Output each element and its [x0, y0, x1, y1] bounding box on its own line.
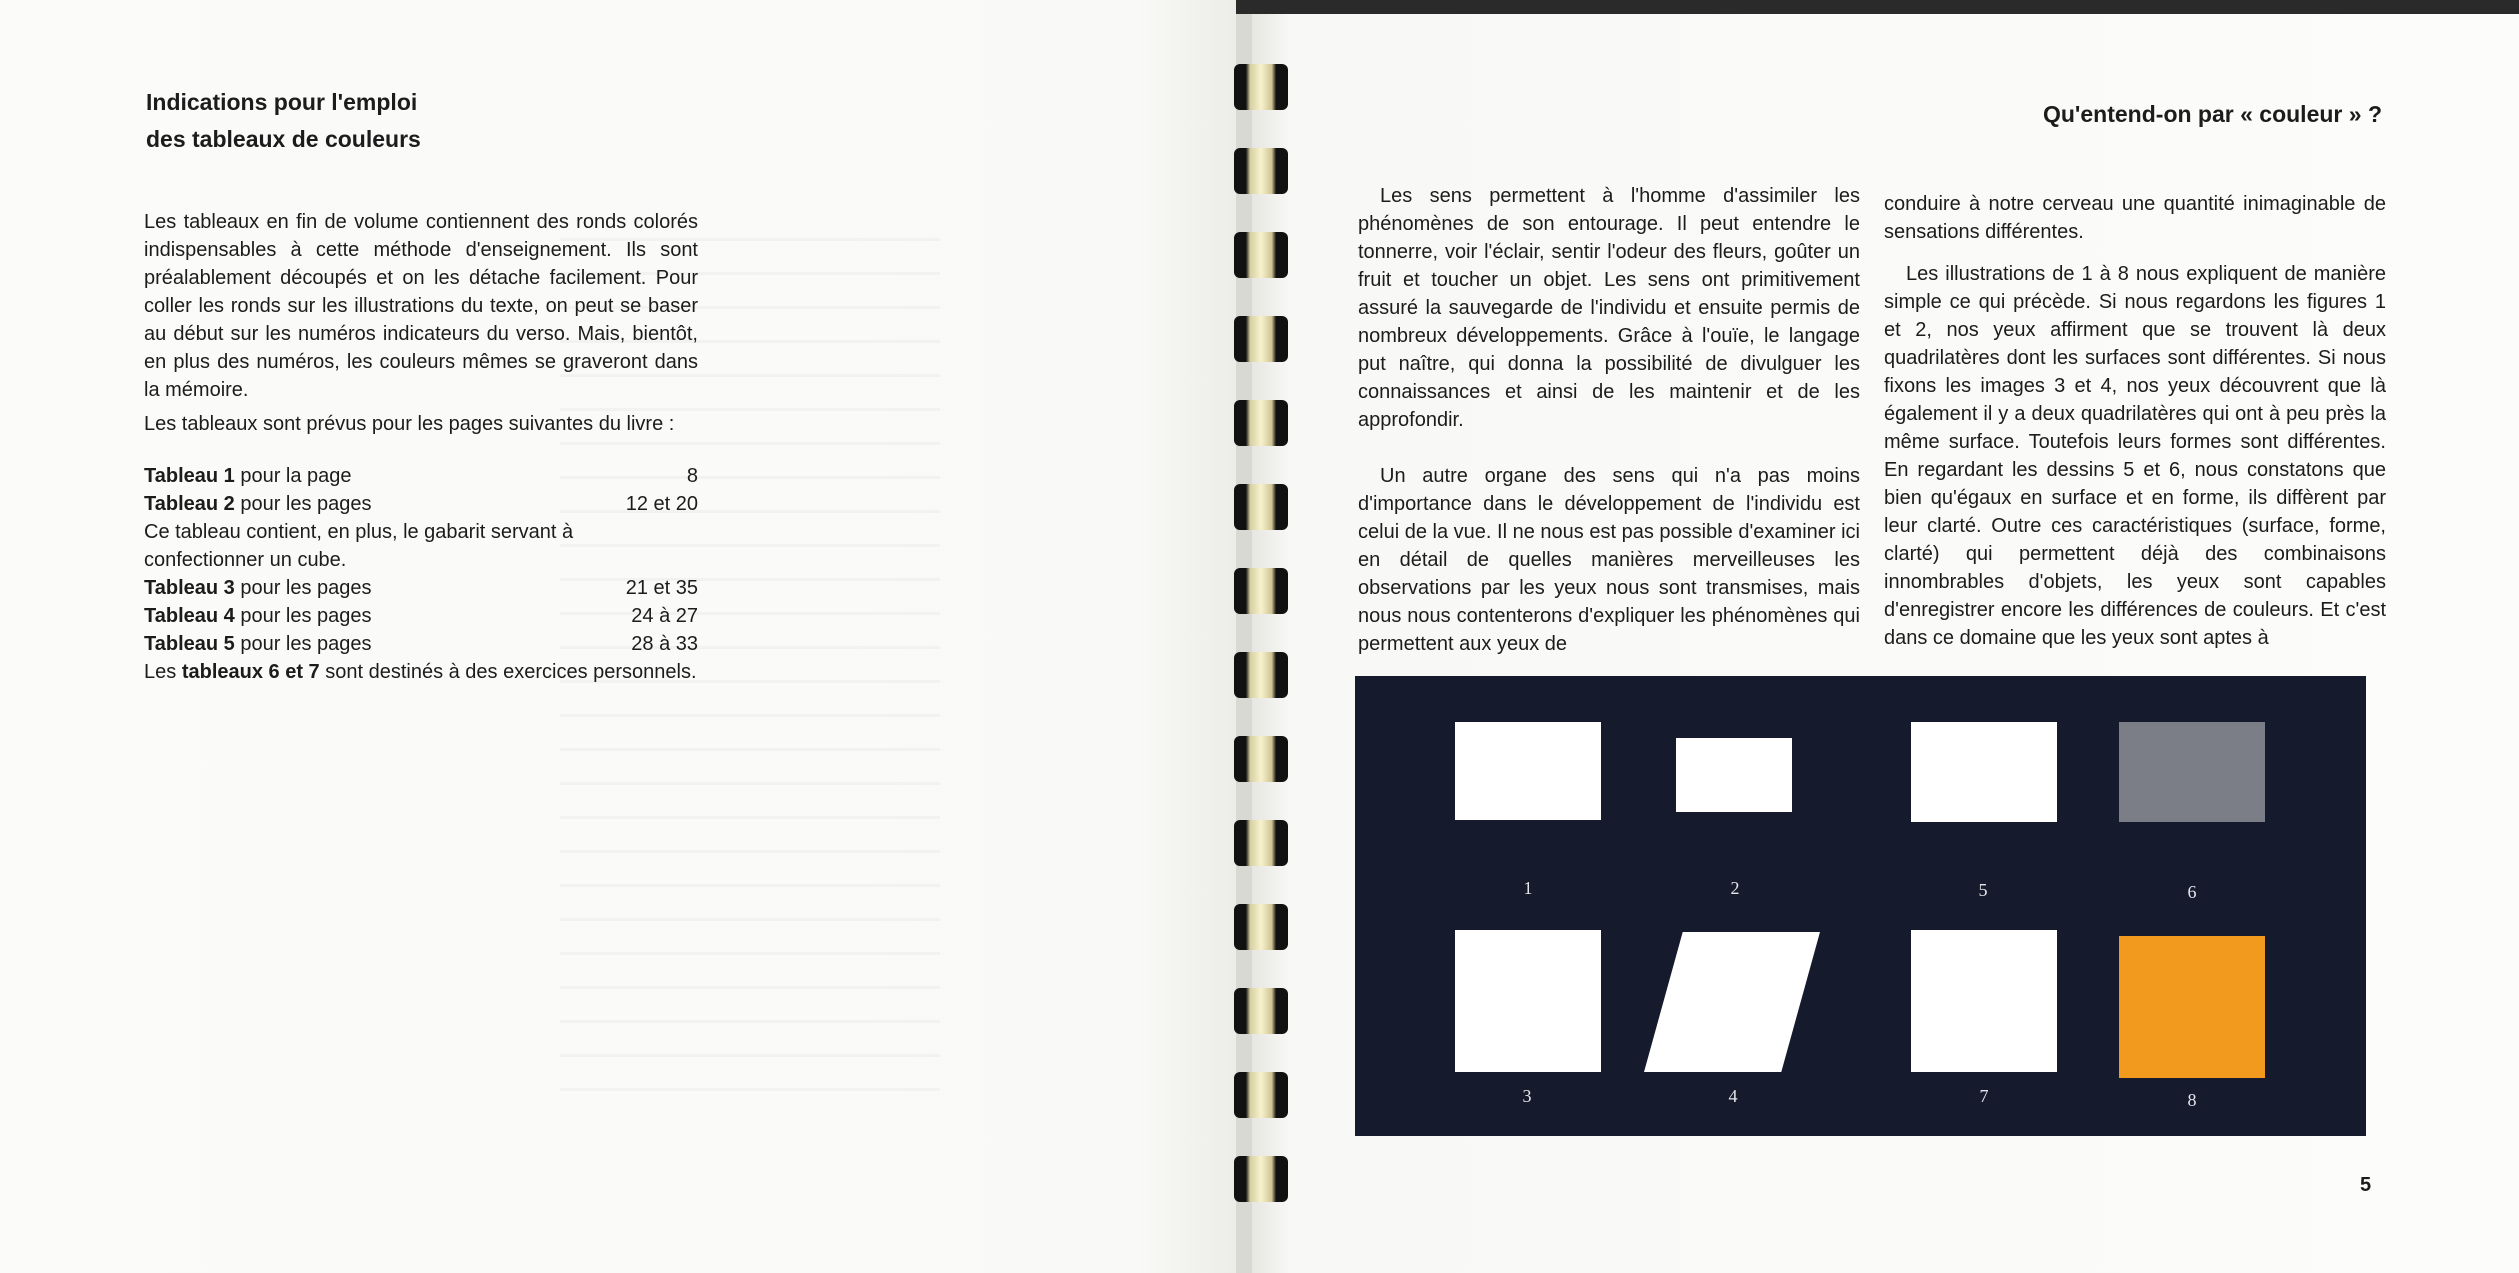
table-row — [144, 602, 698, 630]
left-page — [0, 0, 1236, 1273]
heading-line-2: des tableaux de couleurs — [146, 126, 421, 152]
figure-5-square — [1911, 722, 2057, 822]
figure-4-parallelogram — [1644, 932, 1820, 1072]
figure-3-square — [1455, 930, 1601, 1072]
spiral-ring — [1234, 148, 1288, 194]
spiral-ring — [1234, 988, 1288, 1034]
closing-bold: tableaux 6 et 7 — [181, 661, 320, 683]
text-column-2 — [1884, 190, 2386, 652]
figure-label: 5 — [1978, 880, 1988, 900]
paragraph: Un autre organe des sens qui n'a pas moins d'importance dans le développement de l'individu est celui de la vue. Il ne nous est pas possible d'examiner ici en détail de quelles manières merveilleuses les observations par les yeux nous sont transmises, mais nous nous contenterons d'expliquer les phénomènes qui permettent aux yeux de — [1358, 465, 1860, 655]
closing-suffix: sont destinés à des exercices personnels. — [319, 661, 697, 683]
figure-label: 3 — [1522, 1086, 1532, 1106]
table-label: Tableau 2 — [144, 493, 235, 515]
table-label: Tableau 3 — [144, 577, 235, 599]
figure-label: 1 — [1523, 878, 1533, 898]
spiral-ring — [1234, 484, 1288, 530]
intro-paragraph: Les tableaux en fin de volume contiennent des ronds colorés indispensables à cette méthode d'enseignement. Ils sont préalablement découpés et on les détache facilement. Pour coller les ronds sur les illustrations du texte, on peut se baser au début sur les numéros indicateurs du verso. Mais, bientôt, en plus des numéros, les couleurs mêmes se graveront dans la mémoire. — [144, 211, 698, 401]
table-text: pour les pages — [234, 633, 372, 655]
table-label: Tableau 1 — [144, 465, 235, 487]
page-number: 5 — [2360, 1174, 2372, 1196]
heading-line-1: Indications pour l'emploi — [146, 89, 418, 115]
figure-label: 6 — [2187, 882, 2197, 902]
table-row — [144, 462, 698, 490]
text-column-1 — [1358, 182, 1860, 658]
spiral-ring — [1234, 316, 1288, 362]
table-text: pour les pages — [234, 493, 372, 515]
table-pages: 8 — [686, 465, 698, 487]
tables-list — [144, 462, 698, 686]
figure-8-orange-square — [2119, 936, 2265, 1078]
spiral-ring — [1234, 64, 1288, 110]
table-row — [144, 574, 698, 602]
closing-prefix: Les — [144, 661, 182, 683]
spiral-ring — [1234, 232, 1288, 278]
figure-7-square — [1911, 930, 2057, 1072]
table-row — [144, 490, 698, 518]
left-heading — [146, 84, 666, 158]
spiral-ring — [1234, 568, 1288, 614]
table-label: Tableau 5 — [144, 633, 235, 655]
tables-intro-paragraph: Les tableaux sont prévus pour les pages suivantes du livre : — [144, 413, 675, 435]
table-note: Ce tableau contient, en plus, le gabarit servant à confectionner un cube. — [144, 521, 574, 571]
closing-note — [144, 658, 698, 686]
figure-1-square — [1455, 722, 1601, 820]
table-pages: 28 à 33 — [631, 633, 698, 655]
figure-2-square — [1676, 738, 1792, 812]
spiral-ring — [1234, 400, 1288, 446]
spiral-ring — [1234, 904, 1288, 950]
table-pages: 21 et 35 — [625, 577, 698, 599]
table-pages: 12 et 20 — [625, 493, 698, 515]
table-text: pour les pages — [234, 605, 372, 627]
shapes-figure — [1355, 676, 2366, 1136]
table-row — [144, 630, 698, 658]
paragraph: Les sens permettent à l'homme d'assimiler les phénomènes de son entourage. Il peut entendre le tonnerre, voir l'éclair, sentir l'odeur des fleurs, goûter un fruit et toucher un objet. Les sens ont primitivement assuré la sauvegarde de l'individu et ensuite permis de nombreux développements. Grâce à l'ouïe, le langage put naître, qui donna la possibilité de divulguer les connaissances et ainsi de les maintenir et de les approfondir. — [1358, 185, 1860, 431]
figure-label: 2 — [1730, 878, 1740, 898]
table-text: pour les pages — [234, 577, 372, 599]
paragraph: conduire à notre cerveau une quantité inimaginable de sensations différentes. — [1884, 193, 2386, 243]
spiral-ring — [1234, 820, 1288, 866]
figure-label: 4 — [1728, 1086, 1738, 1106]
table-pages: 24 à 27 — [631, 605, 698, 627]
spiral-ring — [1234, 652, 1288, 698]
right-heading: Qu'entend-on par « couleur » ? — [2042, 101, 2382, 127]
figure-label: 8 — [2187, 1090, 2197, 1110]
table-label: Tableau 4 — [144, 605, 235, 627]
spiral-ring — [1234, 1156, 1288, 1202]
spiral-ring — [1234, 736, 1288, 782]
table-text: pour la page — [234, 465, 352, 487]
paragraph: Les illustrations de 1 à 8 nous expliquent de manière simple ce qui précède. Si nous regardons les figures 1 et 2, nos yeux affirment que se trouvent là deux quadrilatères dont les surfaces sont différentes. Si nous fixons les images 3 et 4, nos yeux découvrent que là également il y a deux quadrilatères qui ont à peu près la même surface. Toutefois leurs formes sont différentes. En regardant les dessins 5 et 6, nous constatons que bien qu'égaux en surface et en forme, ils diffèrent par leur clarté. Outre ces caractéristiques (surface, forme, clarté) qui permettent déjà des combinaisons innombrables d'objets, les yeux sont capables d'enregistrer encore les différences de couleurs. Et c'est dans ce domaine que les yeux sont aptes à — [1884, 263, 2386, 649]
top-edge — [1236, 0, 2519, 14]
figure-label: 7 — [1979, 1086, 1989, 1106]
figure-6-square — [2119, 722, 2265, 822]
spiral-ring — [1234, 1072, 1288, 1118]
